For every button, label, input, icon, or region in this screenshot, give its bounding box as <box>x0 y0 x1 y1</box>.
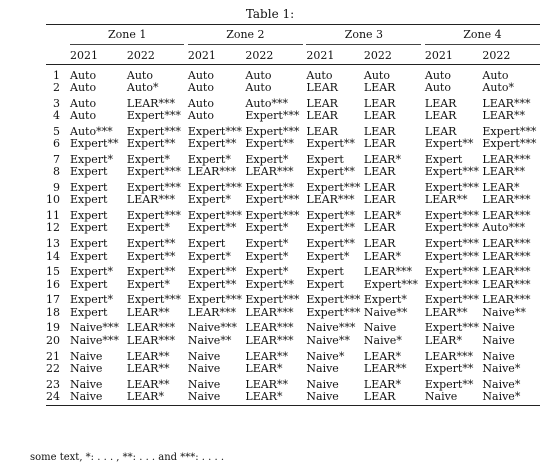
table-cell: Expert*** <box>424 249 479 263</box>
table-cell: Expert <box>70 209 108 223</box>
table-cell: LEAR*** <box>126 96 175 110</box>
table-cell: Expert** <box>306 137 355 151</box>
table-cell: Expert <box>306 277 344 291</box>
table-cell: Expert* <box>126 221 170 235</box>
table-cell: Expert** <box>424 377 474 391</box>
table-cell: Expert** <box>126 237 176 251</box>
table-cell: LEAR*** <box>363 265 412 279</box>
table-row <box>46 278 540 290</box>
row-number: 23 <box>46 377 60 391</box>
table-cell: Expert** <box>126 137 176 151</box>
table-cell: Expert** <box>126 265 176 279</box>
table-cell: Expert*** <box>306 305 361 319</box>
table-cell: Expert* <box>70 293 113 307</box>
table-cell: Expert*** <box>245 124 300 138</box>
table-cell: Expert* <box>245 265 289 279</box>
table-row <box>46 181 540 193</box>
table-cell: Auto <box>424 68 451 82</box>
year-header: 2021 <box>306 49 335 62</box>
table-cell: LEAR*** <box>126 333 175 347</box>
year-header-row <box>46 45 540 65</box>
table-cell: Auto*** <box>245 96 288 110</box>
year-header: 2021 <box>70 49 98 62</box>
table-cell: Auto* <box>126 80 159 94</box>
table-cell: LEAR <box>363 181 396 195</box>
table-cell: Auto <box>306 68 333 82</box>
table-cell: Naive <box>306 389 339 403</box>
table-cell: Expert** <box>187 221 237 235</box>
table-cell: LEAR*** <box>482 293 531 307</box>
table-cell: Naive <box>187 377 221 391</box>
table-cell: LEAR <box>306 124 338 138</box>
table-cell: Expert <box>70 193 108 207</box>
table-cell: Expert <box>187 237 226 251</box>
year-header: 2022 <box>363 49 392 62</box>
table-footnote: some text, *: . . . , **: . . . and ***: . . . . <box>30 452 225 463</box>
row-number: 13 <box>46 237 60 251</box>
table-cell: Naive <box>187 349 221 363</box>
table-cell: Naive <box>482 321 515 335</box>
table-cell: Expert* <box>306 249 350 263</box>
table-cell: Expert*** <box>187 124 242 138</box>
table-cell: Naive*** <box>306 321 356 335</box>
table-cell: LEAR*** <box>482 209 531 223</box>
table-cell: Expert <box>70 165 108 179</box>
table-row <box>46 209 540 221</box>
table-cell: Expert* <box>363 293 407 307</box>
table-cell: LEAR* <box>482 181 520 195</box>
table-cell: Naive*** <box>70 321 119 335</box>
table-cell: LEAR* <box>363 377 401 391</box>
year-header: 2021 <box>424 49 453 62</box>
row-number: 22 <box>46 361 60 375</box>
table-cell: LEAR <box>363 96 396 110</box>
table-cell: LEAR** <box>363 361 407 375</box>
table-row <box>46 238 540 250</box>
table-row <box>46 153 540 165</box>
table-cell: Auto <box>126 68 153 82</box>
table-cell: Expert** <box>245 137 294 151</box>
table-cell: Naive*** <box>70 333 119 347</box>
table-cell: Naive** <box>187 333 232 347</box>
table-row <box>46 125 540 137</box>
table-cell: Auto <box>482 68 509 82</box>
table-cell: LEAR** <box>245 377 288 391</box>
table-cell: LEAR** <box>245 349 288 363</box>
table-cell: Expert*** <box>245 293 300 307</box>
table-row <box>46 294 540 306</box>
table-cell: LEAR*** <box>482 237 531 251</box>
table-cell: Expert*** <box>482 124 537 138</box>
table-cell: Expert** <box>306 221 355 235</box>
table-cell: LEAR* <box>363 249 401 263</box>
year-header: 2022 <box>482 49 511 62</box>
row-number: 3 <box>53 96 60 110</box>
table-cell: Expert*** <box>245 209 300 223</box>
table-cell: Expert** <box>424 361 474 375</box>
table-cell: Expert** <box>245 277 294 291</box>
table-cell: Auto <box>424 80 451 94</box>
table-cell: Auto <box>187 68 214 82</box>
table-row <box>46 378 540 390</box>
table-cell: LEAR <box>306 109 338 123</box>
table-row <box>46 166 540 178</box>
row-number: 18 <box>46 305 60 319</box>
table-cell: Expert** <box>187 265 237 279</box>
year-header: 2021 <box>187 49 216 62</box>
table-cell: Naive <box>187 361 221 375</box>
table-cell: Expert*** <box>187 293 242 307</box>
row-number: 9 <box>53 181 60 195</box>
table-cell: Expert* <box>245 237 289 251</box>
table-cell: Naive <box>306 361 339 375</box>
table-cell: Auto*** <box>70 124 113 138</box>
table-cell: Expert*** <box>126 293 181 307</box>
table-cell: Auto <box>187 96 214 110</box>
table-cell: LEAR*** <box>482 265 531 279</box>
table-cell: LEAR <box>363 237 396 251</box>
table-cell: Naive*** <box>187 321 237 335</box>
table-row <box>46 194 540 206</box>
table-cell: Expert <box>70 237 108 251</box>
table-row <box>46 222 540 234</box>
zone-4-header: Zone 4 <box>425 25 540 45</box>
table-cell: LEAR* <box>245 361 283 375</box>
table-cell: Naive** <box>306 333 350 347</box>
zone-2-header: Zone 2 <box>188 25 303 45</box>
table-cell: LEAR <box>363 109 396 123</box>
table-row <box>46 350 540 362</box>
table-cell: Expert*** <box>187 181 242 195</box>
table-cell: LEAR <box>363 389 396 403</box>
year-header: 2022 <box>245 49 274 62</box>
table-cell: Expert*** <box>245 109 300 123</box>
table-cell: Auto <box>70 68 97 82</box>
zone-3-header: Zone 3 <box>306 25 421 45</box>
table-cell: LEAR*** <box>187 165 236 179</box>
table-cell: Expert*** <box>424 277 479 291</box>
year-header: 2022 <box>126 49 155 62</box>
row-number: 17 <box>46 293 60 307</box>
table-cell: LEAR <box>424 96 457 110</box>
table-cell: LEAR* <box>363 152 401 166</box>
table-cell: Naive <box>482 333 515 347</box>
zone-1-header: Zone 1 <box>70 25 184 45</box>
row-number: 20 <box>46 333 60 347</box>
table-cell: Expert <box>70 277 108 291</box>
table-cell: LEAR** <box>424 193 468 207</box>
table-caption: Table 1: <box>245 7 295 21</box>
table-cell: Auto <box>363 68 390 82</box>
table-cell: Naive* <box>306 349 345 363</box>
table-cell: LEAR*** <box>126 321 175 335</box>
table-cell: LEAR <box>424 124 457 138</box>
table-cell: LEAR <box>306 96 338 110</box>
table-cell: LEAR*** <box>187 305 236 319</box>
table-row <box>46 390 540 402</box>
table-row <box>46 69 540 81</box>
table-row <box>46 322 540 334</box>
table-cell: Naive <box>70 349 103 363</box>
table-cell: Naive <box>424 389 458 403</box>
table-cell: LEAR <box>363 165 396 179</box>
row-number: 21 <box>46 349 60 363</box>
table-cell: Naive <box>306 377 339 391</box>
table-cell: Expert* <box>187 249 231 263</box>
table-cell: Naive* <box>482 361 521 375</box>
row-number: 8 <box>53 165 60 179</box>
row-number: 12 <box>46 221 60 235</box>
row-number: 24 <box>46 389 60 403</box>
table-cell: Expert*** <box>424 165 479 179</box>
table-cell: LEAR** <box>126 377 170 391</box>
table-cell: Expert*** <box>424 293 479 307</box>
table-cell: Auto <box>245 68 272 82</box>
table-row <box>46 362 540 374</box>
table-cell: LEAR** <box>424 305 468 319</box>
table-cell: Auto <box>70 96 97 110</box>
table-cell: LEAR*** <box>245 305 294 319</box>
table-cell: LEAR <box>363 221 396 235</box>
table-cell: Expert*** <box>482 137 537 151</box>
table-cell: Expert** <box>306 237 355 251</box>
table-row <box>46 137 540 149</box>
table-cell: Naive** <box>363 305 408 319</box>
table-cell: LEAR*** <box>126 193 175 207</box>
table-cell: Expert*** <box>424 209 479 223</box>
row-number: 11 <box>46 209 60 223</box>
table-cell: Expert <box>70 305 108 319</box>
table-cell: Naive* <box>482 377 521 391</box>
row-number: 15 <box>46 265 60 279</box>
table-cell: Expert*** <box>126 124 181 138</box>
table-cell: LEAR <box>363 193 396 207</box>
table-cell: LEAR* <box>126 389 164 403</box>
table-cell: Expert*** <box>424 265 479 279</box>
zone-header-row <box>46 25 540 45</box>
table-cell: Expert*** <box>126 109 181 123</box>
table-cell: Auto* <box>482 80 514 94</box>
table-cell: LEAR <box>424 109 457 123</box>
table-cell: Expert** <box>70 137 119 151</box>
table-cell: Expert*** <box>306 293 361 307</box>
table-row <box>46 306 540 318</box>
table-cell: Expert** <box>187 277 237 291</box>
table-cell: Expert* <box>245 249 289 263</box>
table-cell: Expert <box>70 181 108 195</box>
table-cell: Expert*** <box>126 209 181 223</box>
table-cell: Auto <box>70 80 97 94</box>
table-cell: Expert*** <box>245 193 300 207</box>
row-number: 4 <box>53 109 60 123</box>
table-cell: LEAR <box>363 124 396 138</box>
table-cell: LEAR*** <box>245 165 294 179</box>
table-cell: LEAR** <box>126 349 170 363</box>
table-cell: LEAR*** <box>482 277 531 291</box>
table-row <box>46 334 540 346</box>
table-row <box>46 250 540 262</box>
table-cell: Expert*** <box>363 277 418 291</box>
table-cell: Expert*** <box>126 181 181 195</box>
table-cell: Expert* <box>187 193 231 207</box>
table-cell: LEAR <box>306 80 338 94</box>
table-cell: Expert*** <box>424 221 479 235</box>
table-cell: Expert <box>424 152 463 166</box>
table-cell: Naive** <box>482 305 526 319</box>
table-cell: LEAR*** <box>306 193 355 207</box>
table-cell: Expert*** <box>424 181 479 195</box>
table-cell: LEAR* <box>245 389 283 403</box>
table-cell: Auto <box>187 80 214 94</box>
table-cell: LEAR*** <box>482 96 531 110</box>
table-cell: LEAR*** <box>245 333 294 347</box>
table-cell: Expert* <box>126 277 170 291</box>
table-cell: LEAR <box>363 137 396 151</box>
table-cell: Expert** <box>306 209 355 223</box>
table-cell: Expert*** <box>306 181 361 195</box>
table-cell: Naive <box>482 349 515 363</box>
table-cell: Expert* <box>187 152 231 166</box>
table-cell: Auto <box>187 109 214 123</box>
table-cell: Expert** <box>306 165 355 179</box>
table-cell: LEAR*** <box>424 349 473 363</box>
table-row <box>46 97 540 109</box>
table-cell: LEAR*** <box>245 321 294 335</box>
table-cell: Expert*** <box>424 321 479 335</box>
table-cell: Expert** <box>424 137 474 151</box>
table-row <box>46 266 540 278</box>
table-cell: Naive <box>70 377 103 391</box>
table-cell: Expert* <box>245 221 289 235</box>
row-number: 19 <box>46 321 60 335</box>
table-cell: Expert <box>70 249 108 263</box>
table-cell: Expert* <box>70 152 113 166</box>
table-cell: Auto <box>245 80 272 94</box>
results-table <box>46 24 540 406</box>
row-number: 5 <box>53 124 60 138</box>
table-cell: Expert** <box>245 181 294 195</box>
table-cell: Naive <box>187 389 221 403</box>
row-number: 16 <box>46 277 60 291</box>
table-cell: Expert <box>70 221 108 235</box>
row-number: 1 <box>53 68 60 82</box>
table-cell: Naive <box>363 321 397 335</box>
table-cell: Naive* <box>363 333 402 347</box>
table-cell: Expert** <box>126 249 176 263</box>
row-number: 7 <box>53 152 60 166</box>
row-number: 14 <box>46 249 60 263</box>
table-cell: LEAR* <box>363 349 401 363</box>
row-number: 2 <box>53 80 60 94</box>
table-cell: LEAR*** <box>482 193 531 207</box>
table-cell: LEAR* <box>424 333 462 347</box>
table-cell: Expert** <box>187 137 237 151</box>
table-cell: Expert*** <box>424 237 479 251</box>
table-cell: LEAR*** <box>482 152 531 166</box>
table-row <box>46 81 540 93</box>
table-cell: Naive* <box>482 389 521 403</box>
table-cell: LEAR*** <box>482 249 531 263</box>
table-cell: Expert* <box>70 265 113 279</box>
table-cell: LEAR <box>363 80 396 94</box>
table-cell: Auto*** <box>482 221 525 235</box>
table-cell: Expert* <box>126 152 170 166</box>
table-cell: Auto <box>70 109 97 123</box>
table-row <box>46 109 540 121</box>
table-cell: LEAR** <box>482 109 525 123</box>
row-number: 10 <box>46 193 60 207</box>
table-cell: Expert <box>306 265 344 279</box>
row-number: 6 <box>53 137 60 151</box>
table-cell: Naive <box>70 389 103 403</box>
table-cell: Expert* <box>245 152 289 166</box>
table-cell: Expert*** <box>187 209 242 223</box>
table-cell: Expert*** <box>126 165 181 179</box>
table-cell: Naive <box>70 361 103 375</box>
table-cell: LEAR** <box>482 165 525 179</box>
table-cell: LEAR* <box>363 209 401 223</box>
table-cell: LEAR** <box>126 305 170 319</box>
table-cell: LEAR** <box>126 361 170 375</box>
table-cell: Expert <box>306 152 344 166</box>
